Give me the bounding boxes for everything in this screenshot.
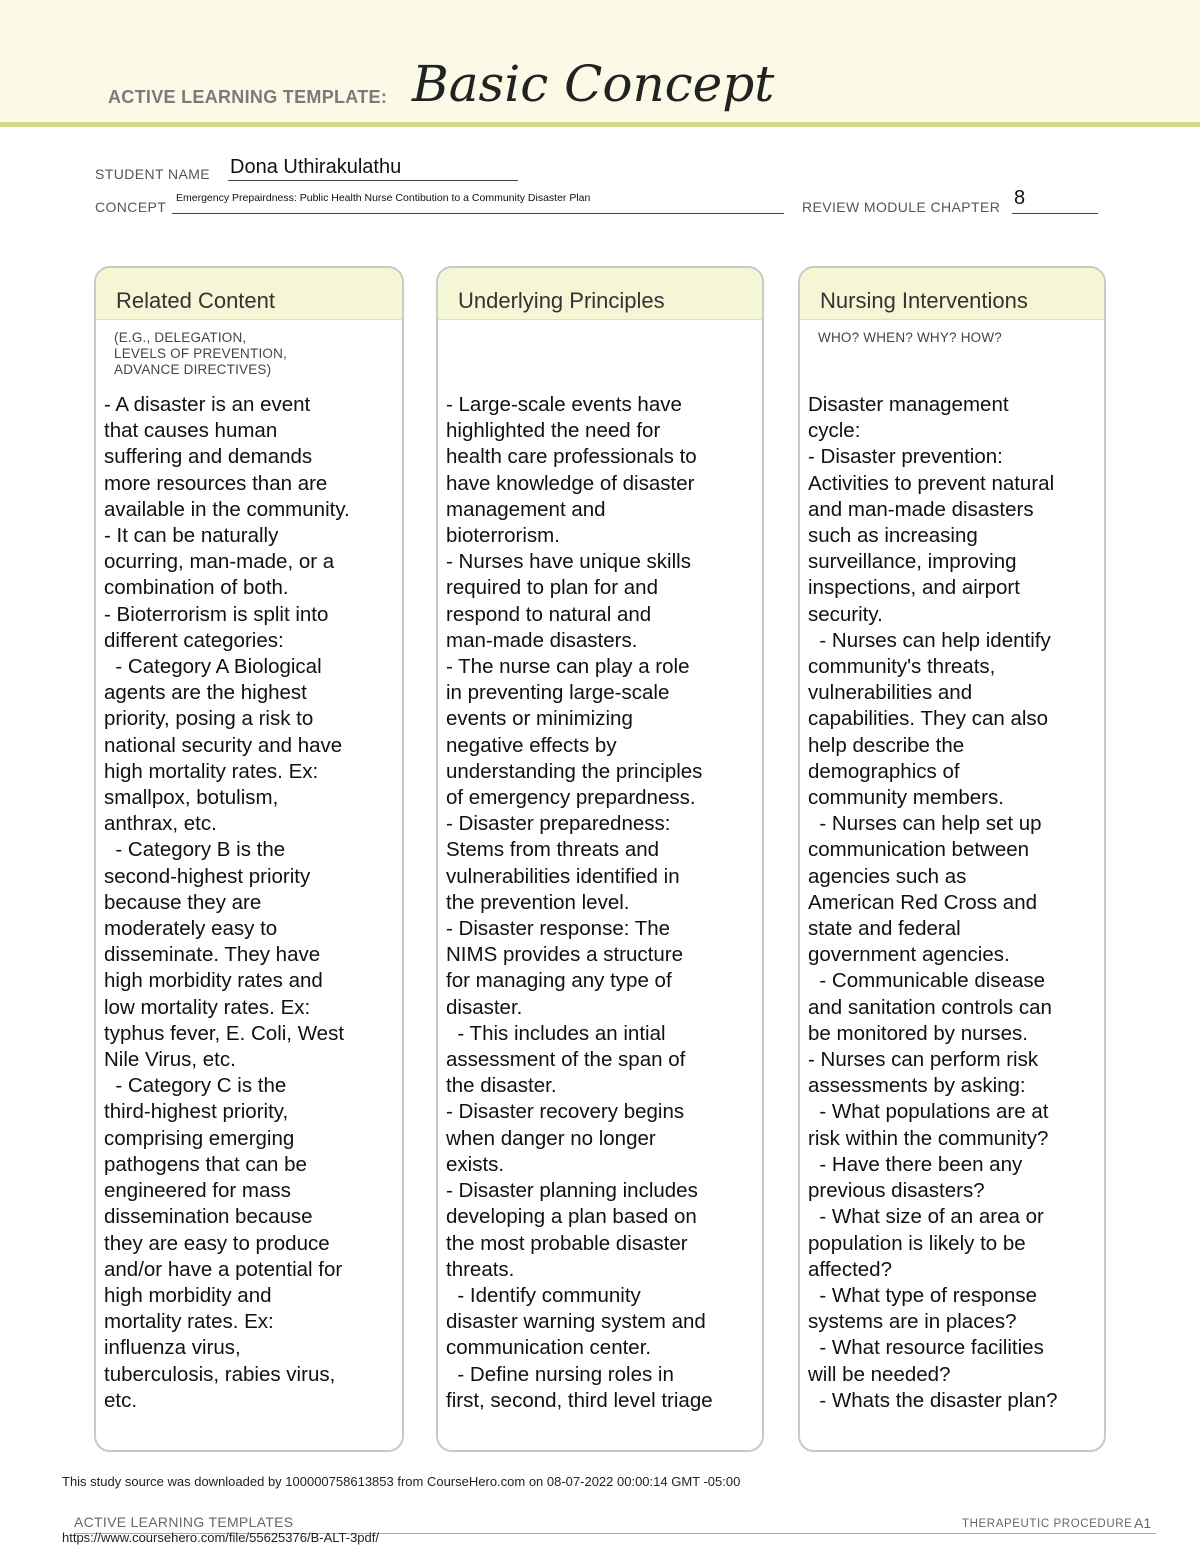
text-line: bioterrorism. <box>446 524 560 548</box>
text-line: high mortality rates. Ex: <box>104 759 319 783</box>
text-line: vulnerabilities and <box>808 681 973 705</box>
text-line: - A disaster is an event <box>104 393 311 416</box>
panel-principles-body[interactable] <box>438 392 762 1414</box>
text-line: risk within the community? <box>808 1126 1049 1150</box>
text-line: communication between <box>808 838 1030 862</box>
text-line: understanding the principles <box>446 759 703 783</box>
text-line: Disaster management <box>808 393 1009 416</box>
text-line: - Category A Biological <box>104 655 322 679</box>
text-line: demographics of <box>808 759 960 783</box>
text-line: of emergency prepardness. <box>446 786 696 810</box>
text-line: - Bioterrorism is split into <box>104 602 329 626</box>
text-line: government agencies. <box>808 943 1010 967</box>
text-line: ocurring, man-made, or a <box>104 550 335 574</box>
panel-related-head <box>96 268 402 320</box>
text-line: the most probable disaster <box>446 1231 688 1255</box>
text-line: man-made disasters. <box>446 628 638 652</box>
text-line: community's threats, <box>808 655 996 679</box>
text-line: suffering and demands <box>104 445 313 469</box>
text-line: required to plan for and <box>446 576 658 600</box>
text-line: available in the community. <box>104 497 350 521</box>
text-line: negative effects by <box>446 733 617 757</box>
text-line: systems are in places? <box>808 1310 1017 1334</box>
panel-related-title: Related Content <box>116 288 275 313</box>
text-line: that causes human <box>104 419 278 443</box>
text-line: high morbidity and <box>104 1283 272 1307</box>
text-line: influenza virus, <box>104 1336 241 1360</box>
concept-line <box>172 213 784 214</box>
text-line: different categories: <box>104 628 284 652</box>
text-line: disaster. <box>446 995 523 1019</box>
text-line: - Identify community <box>446 1283 641 1307</box>
chapter-line <box>1012 213 1098 214</box>
text-line: - Communicable disease <box>808 969 1045 993</box>
text-line: - Disaster prevention: <box>808 445 1003 469</box>
subtitle-line: ADVANCE DIRECTIVES) <box>114 362 272 377</box>
text-line: - What type of response <box>808 1283 1038 1307</box>
panel-interventions-head <box>800 268 1104 320</box>
panel-related-body[interactable] <box>96 392 402 1414</box>
text-line: events or minimizing <box>446 707 633 731</box>
text-line: such as increasing <box>808 524 978 548</box>
text-line: - Have there been any <box>808 1152 1023 1176</box>
text-line: etc. <box>104 1388 138 1412</box>
text-line: and/or have a potential for <box>104 1257 343 1281</box>
text-line: national security and have <box>104 733 343 757</box>
text-line: agents are the highest <box>104 681 307 705</box>
text-line: typhus fever, E. Coli, West <box>104 1021 345 1045</box>
text-line: American Red Cross and <box>808 890 1038 914</box>
subtitle-line: (E.G., DELEGATION, <box>114 330 247 345</box>
text-line: Activities to prevent natural <box>808 471 1055 495</box>
text-line: tuberculosis, rabies virus, <box>104 1362 336 1386</box>
text-line: capabilities. They can also <box>808 707 1049 731</box>
text-line: - Disaster planning includes <box>446 1179 698 1203</box>
text-line: - Category C is the <box>104 1074 287 1098</box>
footer-page-number: A1 <box>1134 1515 1152 1531</box>
text-line: more resources than are <box>104 471 328 495</box>
text-line: because they are <box>104 890 262 914</box>
text-line: disaster warning system and <box>446 1310 706 1334</box>
text-line: first, second, third level triage <box>446 1388 713 1412</box>
text-line: vulnerabilities identified in <box>446 864 680 888</box>
student-name-line <box>228 180 518 181</box>
panel-interventions-subtitle <box>800 320 1104 392</box>
text-line: high morbidity rates and <box>104 969 323 993</box>
text-line: surveillance, improving <box>808 550 1017 574</box>
text-line: combination of both. <box>104 576 289 600</box>
text-line: the disaster. <box>446 1074 557 1098</box>
panel-principles-head <box>438 268 762 320</box>
text-line: - Disaster response: The <box>446 917 671 941</box>
text-line: Nile Virus, etc. <box>104 1048 236 1072</box>
text-line: will be needed? <box>808 1362 951 1386</box>
subtitle-line: LEVELS OF PREVENTION, <box>114 346 287 361</box>
text-line: comprising emerging <box>104 1126 295 1150</box>
text-line: and sanitation controls can <box>808 995 1052 1019</box>
panel-related-subtitle <box>96 320 402 392</box>
text-line: help describe the <box>808 733 965 757</box>
text-line: smallpox, botulism, <box>104 786 279 810</box>
text-line: health care professionals to <box>446 445 697 469</box>
header-rule <box>0 122 1200 127</box>
text-line: - Disaster recovery begins <box>446 1100 685 1124</box>
text-line: for managing any type of <box>446 969 672 993</box>
text-line: priority, posing a risk to <box>104 707 314 731</box>
text-line: - Nurses can perform risk <box>808 1048 1039 1072</box>
text-line: moderately easy to <box>104 917 278 941</box>
text-line: state and federal <box>808 917 961 941</box>
source-note: This study source was downloaded by 100000758613853 from CourseHero.com on 08-07-2022 00:00:14 GMT -05:00 <box>62 1474 741 1489</box>
text-line: anthrax, etc. <box>104 812 217 836</box>
text-line: - Nurses have unique skills <box>446 550 691 574</box>
text-line: - What resource facilities <box>808 1336 1044 1360</box>
text-line: inspections, and airport <box>808 576 1020 600</box>
panel-nursing-interventions <box>798 266 1106 1452</box>
text-line: - What size of an area or <box>808 1205 1044 1229</box>
text-line: Stems from threats and <box>446 838 660 862</box>
student-name-label: STUDENT NAME <box>95 166 210 182</box>
text-line: dissemination because <box>104 1205 313 1229</box>
panel-interventions-body[interactable] <box>800 392 1104 1414</box>
footer-left-label: ACTIVE LEARNING TEMPLATES <box>74 1514 294 1530</box>
text-line: when danger no longer <box>446 1126 656 1150</box>
text-line: threats. <box>446 1257 515 1281</box>
text-line: affected? <box>808 1257 892 1281</box>
text-line: - What populations are at <box>808 1100 1049 1124</box>
text-line: security. <box>808 602 883 626</box>
template-title: Basic Concept <box>412 55 775 113</box>
text-line: - This includes an intial <box>446 1021 666 1045</box>
subtitle-line: WHO? WHEN? WHY? HOW? <box>818 330 1003 345</box>
text-line: developing a plan based on <box>446 1205 697 1229</box>
text-line: agencies such as <box>808 864 967 888</box>
text-line: - Nurses can help identify <box>808 628 1051 652</box>
text-line: in preventing large-scale <box>446 681 670 705</box>
chapter-label: REVIEW MODULE CHAPTER <box>802 199 1001 215</box>
text-line: have knowledge of disaster <box>446 471 695 495</box>
text-line: - Whats the disaster plan? <box>808 1388 1058 1412</box>
text-line: population is likely to be <box>808 1231 1026 1255</box>
text-line: and man-made disasters <box>808 497 1034 521</box>
text-line: - Define nursing roles in <box>446 1362 674 1386</box>
text-line: highlighted the need for <box>446 419 661 443</box>
text-line: - The nurse can play a role <box>446 655 690 679</box>
panel-underlying-principles <box>436 266 764 1452</box>
concept-value[interactable]: Emergency Prepairdness: Public Health Nurse Contibution to a Community Disaster Plan <box>176 192 591 204</box>
text-line: assessment of the span of <box>446 1048 686 1072</box>
text-line: third-highest priority, <box>104 1100 289 1124</box>
text-line: - Category B is the <box>104 838 286 862</box>
text-line: previous disasters? <box>808 1179 985 1203</box>
text-line: - Large-scale events have <box>446 393 682 416</box>
text-line: NIMS provides a structure <box>446 943 683 967</box>
text-line: management and <box>446 497 606 521</box>
concept-label: CONCEPT <box>95 199 167 215</box>
text-line: assessments by asking: <box>808 1074 1026 1098</box>
footer-url-link[interactable]: https://www.coursehero.com/file/55625376/B-ALT-3pdf/ <box>62 1530 379 1545</box>
text-line: pathogens that can be <box>104 1152 307 1176</box>
text-line: engineered for mass <box>104 1179 291 1203</box>
text-line: exists. <box>446 1152 505 1176</box>
template-label: ACTIVE LEARNING TEMPLATE: <box>108 87 388 107</box>
text-line: the prevention level. <box>446 890 630 914</box>
footer-right-label: THERAPEUTIC PROCEDURE <box>962 1518 1133 1530</box>
text-line: mortality rates. Ex: <box>104 1310 274 1334</box>
text-line: respond to natural and <box>446 602 652 626</box>
panel-principles-subtitle <box>438 320 762 392</box>
text-line: - Nurses can help set up <box>808 812 1042 836</box>
text-line: cycle: <box>808 419 861 443</box>
text-line: they are easy to produce <box>104 1231 330 1255</box>
text-line: communication center. <box>446 1336 652 1360</box>
text-line: second-highest priority <box>104 864 311 888</box>
text-line: low mortality rates. Ex: <box>104 995 311 1019</box>
text-line: - It can be naturally <box>104 524 279 548</box>
panel-interventions-title: Nursing Interventions <box>820 288 1028 313</box>
text-line: - Disaster preparedness: <box>446 812 671 836</box>
panel-principles-title: Underlying Principles <box>458 288 665 313</box>
text-line: community members. <box>808 786 1004 810</box>
chapter-value[interactable]: 8 <box>1014 187 1026 209</box>
text-line: be monitored by nurses. <box>808 1021 1028 1045</box>
panel-related-content <box>94 266 404 1452</box>
student-name-value[interactable]: Dona Uthirakulathu <box>230 156 402 178</box>
text-line: disseminate. They have <box>104 943 321 967</box>
